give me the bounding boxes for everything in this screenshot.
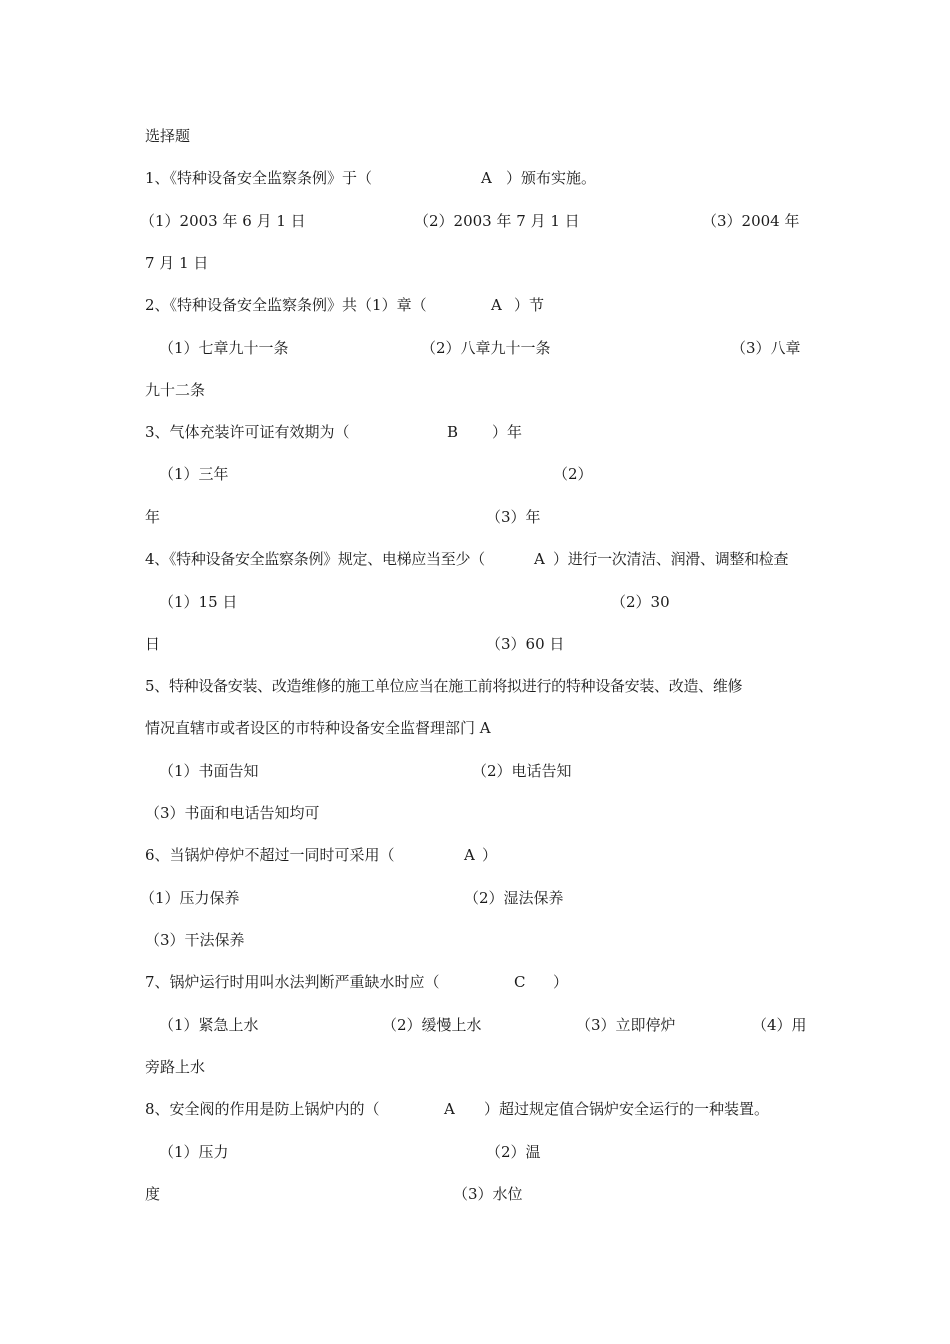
question-7-option-4-cont: 旁路上水 <box>145 1058 206 1076</box>
question-5-option-1: （1）书面告知 <box>159 762 259 780</box>
question-6-answer: A <box>464 846 475 864</box>
question-7-option-3: （3）立即停炉 <box>576 1016 676 1034</box>
question-5-stem: 5、特种设备安装、改造维修的施工单位应当在施工前将拟进行的特种设备安装、改造、维修 <box>145 677 743 695</box>
question-8-stem: 8、安全阀的作用是防上锅炉内的（ <box>145 1100 380 1118</box>
question-2-option-3-cont: 九十二条 <box>145 381 206 399</box>
question-2-option-3: （3）八章 <box>731 339 801 357</box>
question-2-option-2: （2）八章九十一条 <box>421 339 551 357</box>
question-3-option-2-cont: 年 <box>145 508 161 526</box>
question-4-option-1: （1）15 日 <box>159 593 238 611</box>
question-5-option-3: （3）书面和电话告知均可 <box>145 804 320 822</box>
question-2-option-1: （1）七章九十一条 <box>159 339 289 357</box>
question-6-stem: 6、当锅炉停炉不超过一同时可采用（ <box>145 846 395 864</box>
question-7-stem: 7、锅炉运行时用叫水法判断严重缺水时应（ <box>145 973 440 991</box>
question-4-answer: A <box>534 550 545 568</box>
question-1-option-1: （1）2003 年 6 月 1 日 <box>140 212 306 230</box>
question-8-option-2: （2）温 <box>486 1143 541 1161</box>
question-3-option-1: （1）三年 <box>159 465 229 483</box>
question-3-option-3: （3）年 <box>486 508 541 526</box>
question-6-option-3: （3）干法保养 <box>145 931 245 949</box>
question-5-stem-cont: 情况直辖市或者设区的市特种设备安全监督理部门 A <box>145 719 491 737</box>
question-1-stem: 1、《特种设备安全监察条例》于（ <box>145 169 373 187</box>
question-8-option-2-cont: 度 <box>145 1185 161 1203</box>
question-8-tail: ）超过规定值合锅炉安全运行的一种装置。 <box>484 1100 770 1118</box>
question-6-option-2: （2）湿法保养 <box>464 889 564 907</box>
question-3-tail: ）年 <box>492 423 523 441</box>
question-3-option-2: （2） <box>553 465 593 483</box>
question-8-answer: A <box>444 1100 455 1118</box>
section-heading: 选择题 <box>145 127 191 145</box>
question-7-option-4: （4）用 <box>752 1016 807 1034</box>
question-2-tail: ）节 <box>514 296 545 314</box>
question-8-option-1: （1）压力 <box>159 1143 229 1161</box>
question-3-stem: 3、气体充装许可证有效期为（ <box>145 423 350 441</box>
question-4-stem: 4、《特种设备安全监察条例》规定、电梯应当至少（ <box>145 550 485 568</box>
question-2-answer: A <box>491 296 502 314</box>
question-2-stem: 2、《特种设备安全监察条例》共（1）章（ <box>145 296 427 314</box>
question-4-option-3: （3）60 日 <box>486 635 565 653</box>
question-4-option-2: （2）30 <box>611 593 670 611</box>
question-1-option-2: （2）2003 年 7 月 1 日 <box>414 212 580 230</box>
question-5-option-2: （2）电话告知 <box>472 762 572 780</box>
question-1-option-3-cont: 7 月 1 日 <box>145 254 209 272</box>
question-4-option-2-cont: 日 <box>145 635 161 653</box>
question-7-option-1: （1）紧急上水 <box>159 1016 259 1034</box>
question-6-option-1: （1）压力保养 <box>140 889 240 907</box>
question-3-answer: B <box>447 423 459 441</box>
question-6-tail: ） <box>482 846 498 864</box>
question-8-option-3: （3）水位 <box>453 1185 523 1203</box>
question-7-tail: ） <box>553 973 569 991</box>
question-1-tail: ）颁布实施。 <box>506 169 597 187</box>
question-4-tail: ）进行一次清洁、润滑、调整和检查 <box>553 550 789 568</box>
question-1-answer: A <box>481 169 492 187</box>
question-1-option-3: （3）2004 年 <box>702 212 800 230</box>
question-7-option-2: （2）缓慢上水 <box>382 1016 482 1034</box>
question-7-answer: C <box>514 973 526 991</box>
